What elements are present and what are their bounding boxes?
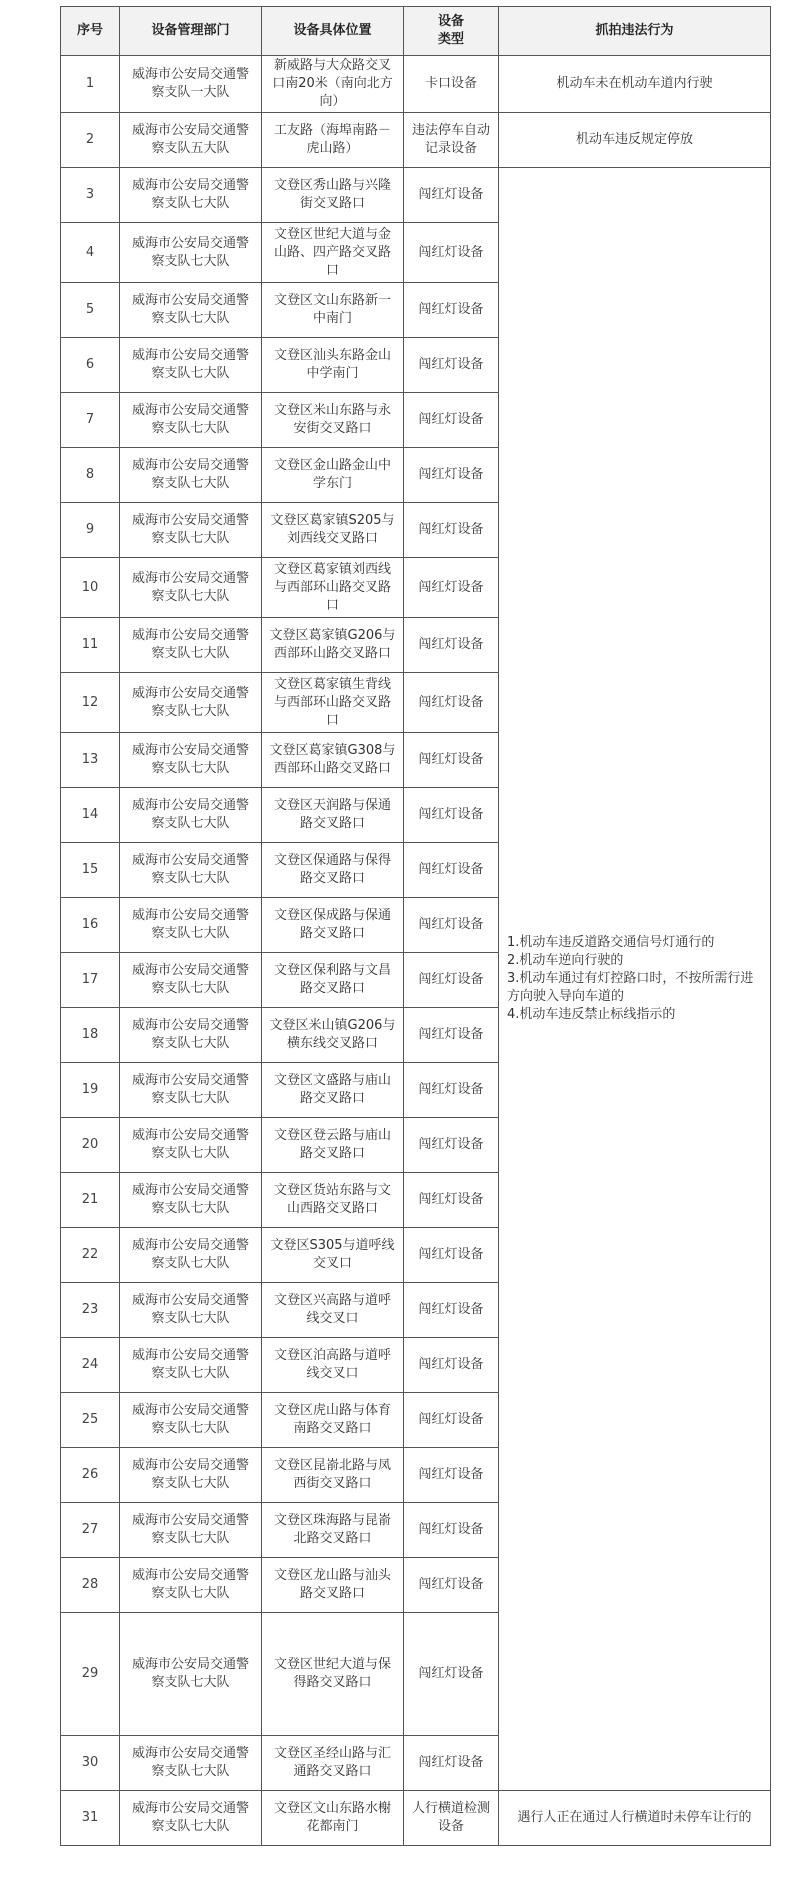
cell-type: 闯红灯设备	[404, 1118, 499, 1173]
cell-type: 闯红灯设备	[404, 1736, 499, 1791]
cell-type: 闯红灯设备	[404, 503, 499, 558]
cell-no: 5	[61, 283, 120, 338]
cell-type: 闯红灯设备	[404, 733, 499, 788]
cell-dept: 威海市公安局交通警察支队七大队	[120, 558, 262, 618]
cell-dept: 威海市公安局交通警察支队七大队	[120, 1791, 262, 1846]
cell-type: 闯红灯设备	[404, 843, 499, 898]
cell-dept: 威海市公安局交通警察支队七大队	[120, 1503, 262, 1558]
cell-no: 20	[61, 1118, 120, 1173]
cell-location: 文登区文山东路水榭花都南门	[262, 1791, 404, 1846]
cell-type: 人行横道检测设备	[404, 1791, 499, 1846]
cell-type: 卡口设备	[404, 56, 499, 113]
cell-no: 8	[61, 448, 120, 503]
cell-no: 9	[61, 503, 120, 558]
cell-dept: 威海市公安局交通警察支队七大队	[120, 1283, 262, 1338]
cell-no: 7	[61, 393, 120, 448]
cell-dept: 威海市公安局交通警察支队七大队	[120, 618, 262, 673]
cell-no: 23	[61, 1283, 120, 1338]
cell-no: 14	[61, 788, 120, 843]
cell-type: 闯红灯设备	[404, 1338, 499, 1393]
cell-type: 闯红灯设备	[404, 558, 499, 618]
cell-type: 闯红灯设备	[404, 448, 499, 503]
cell-no: 16	[61, 898, 120, 953]
cell-no: 4	[61, 223, 120, 283]
cell-behavior: 机动车未在机动车道内行驶	[499, 56, 771, 113]
cell-no: 21	[61, 1173, 120, 1228]
cell-dept: 威海市公安局交通警察支队七大队	[120, 1393, 262, 1448]
cell-location: 工友路（海埠南路－虎山路）	[262, 113, 404, 168]
header-behavior: 抓拍违法行为	[499, 7, 771, 56]
cell-no: 25	[61, 1393, 120, 1448]
device-table	[60, 6, 771, 1846]
cell-location: 文登区保通路与保得路交叉路口	[262, 843, 404, 898]
behavior-item: 2.机动车逆向行驶的	[507, 953, 624, 968]
cell-dept: 威海市公安局交通警察支队七大队	[120, 168, 262, 223]
table-container	[60, 6, 771, 1846]
cell-dept: 威海市公安局交通警察支队七大队	[120, 673, 262, 733]
cell-no: 22	[61, 1228, 120, 1283]
cell-no: 26	[61, 1448, 120, 1503]
cell-dept: 威海市公安局交通警察支队七大队	[120, 393, 262, 448]
cell-type: 闯红灯设备	[404, 673, 499, 733]
table-row	[61, 113, 771, 168]
cell-no: 31	[61, 1791, 120, 1846]
cell-no: 13	[61, 733, 120, 788]
cell-location: 文登区龙山路与汕头路交叉路口	[262, 1558, 404, 1613]
cell-no: 2	[61, 113, 120, 168]
cell-dept: 威海市公安局交通警察支队七大队	[120, 503, 262, 558]
cell-type: 闯红灯设备	[404, 1393, 499, 1448]
cell-no: 1	[61, 56, 120, 113]
cell-location: 文登区虎山路与体育南路交叉路口	[262, 1393, 404, 1448]
cell-location: 文登区葛家镇G308与西部环山路交叉路口	[262, 733, 404, 788]
cell-location: 文登区圣经山路与汇通路交叉路口	[262, 1736, 404, 1791]
cell-dept: 威海市公安局交通警察支队七大队	[120, 1338, 262, 1393]
cell-location: 文登区世纪大道与金山路、四产路交叉路口	[262, 223, 404, 283]
cell-dept: 威海市公安局交通警察支队七大队	[120, 788, 262, 843]
cell-dept: 威海市公安局交通警察支队七大队	[120, 1613, 262, 1736]
cell-dept: 威海市公安局交通警察支队七大队	[120, 1558, 262, 1613]
cell-dept: 威海市公安局交通警察支队七大队	[120, 1173, 262, 1228]
cell-location: 文登区登云路与庙山路交叉路口	[262, 1118, 404, 1173]
cell-dept: 威海市公安局交通警察支队七大队	[120, 898, 262, 953]
table-row	[61, 168, 771, 223]
cell-behavior: 机动车违反规定停放	[499, 113, 771, 168]
cell-type: 闯红灯设备	[404, 223, 499, 283]
cell-no: 12	[61, 673, 120, 733]
cell-type: 违法停车自动记录设备	[404, 113, 499, 168]
cell-location: 文登区金山路金山中学东门	[262, 448, 404, 503]
cell-location: 文登区葛家镇G206与西部环山路交叉路口	[262, 618, 404, 673]
cell-location: 文登区汕头东路金山中学南门	[262, 338, 404, 393]
cell-no: 19	[61, 1063, 120, 1118]
cell-no: 29	[61, 1613, 120, 1736]
cell-location: 文登区货站东路与文山西路交叉路口	[262, 1173, 404, 1228]
cell-dept: 威海市公安局交通警察支队七大队	[120, 1228, 262, 1283]
cell-type: 闯红灯设备	[404, 898, 499, 953]
cell-dept: 威海市公安局交通警察支队七大队	[120, 1118, 262, 1173]
cell-location: 文登区泊高路与道呼线交叉口	[262, 1338, 404, 1393]
cell-type: 闯红灯设备	[404, 1503, 499, 1558]
cell-type: 闯红灯设备	[404, 1613, 499, 1736]
cell-dept: 威海市公安局交通警察支队一大队	[120, 56, 262, 113]
cell-location: 文登区米山东路与永安街交叉路口	[262, 393, 404, 448]
cell-location: 文登区葛家镇生背线与西部环山路交叉路口	[262, 673, 404, 733]
cell-no: 3	[61, 168, 120, 223]
cell-type: 闯红灯设备	[404, 788, 499, 843]
table-row	[61, 1791, 771, 1846]
cell-type: 闯红灯设备	[404, 1283, 499, 1338]
cell-location: 文登区世纪大道与保得路交叉路口	[262, 1613, 404, 1736]
cell-type: 闯红灯设备	[404, 1008, 499, 1063]
cell-dept: 威海市公安局交通警察支队七大队	[120, 1736, 262, 1791]
header-dept: 设备管理部门	[120, 7, 262, 56]
cell-type: 闯红灯设备	[404, 338, 499, 393]
cell-dept: 威海市公安局交通警察支队七大队	[120, 843, 262, 898]
cell-no: 11	[61, 618, 120, 673]
cell-no: 18	[61, 1008, 120, 1063]
behavior-item: 1.机动车违反道路交通信号灯通行的	[507, 935, 715, 950]
cell-no: 15	[61, 843, 120, 898]
cell-behavior: 遇行人正在通过人行横道时未停车让行的	[499, 1791, 771, 1846]
cell-type: 闯红灯设备	[404, 1228, 499, 1283]
cell-location: 文登区S305与道呼线交叉口	[262, 1228, 404, 1283]
cell-dept: 威海市公安局交通警察支队五大队	[120, 113, 262, 168]
cell-no: 28	[61, 1558, 120, 1613]
cell-dept: 威海市公安局交通警察支队七大队	[120, 338, 262, 393]
cell-location: 文登区葛家镇刘西线与西部环山路交叉路口	[262, 558, 404, 618]
cell-dept: 威海市公安局交通警察支队七大队	[120, 1063, 262, 1118]
cell-dept: 威海市公安局交通警察支队七大队	[120, 283, 262, 338]
cell-location: 文登区文盛路与庙山路交叉路口	[262, 1063, 404, 1118]
cell-dept: 威海市公安局交通警察支队七大队	[120, 733, 262, 788]
cell-dept: 威海市公安局交通警察支队七大队	[120, 223, 262, 283]
cell-no: 6	[61, 338, 120, 393]
cell-location: 文登区保成路与保通路交叉路口	[262, 898, 404, 953]
cell-location: 文登区天润路与保通路交叉路口	[262, 788, 404, 843]
cell-no: 10	[61, 558, 120, 618]
header-no: 序号	[61, 7, 120, 56]
cell-no: 24	[61, 1338, 120, 1393]
cell-type: 闯红灯设备	[404, 168, 499, 223]
cell-dept: 威海市公安局交通警察支队七大队	[120, 448, 262, 503]
cell-location: 文登区保利路与文昌路交叉路口	[262, 953, 404, 1008]
cell-location: 文登区文山东路新一中南门	[262, 283, 404, 338]
cell-dept: 威海市公安局交通警察支队七大队	[120, 1008, 262, 1063]
cell-type: 闯红灯设备	[404, 1173, 499, 1228]
cell-location: 文登区珠海路与昆嵛北路交叉路口	[262, 1503, 404, 1558]
header-location: 设备具体位置	[262, 7, 404, 56]
cell-behavior-group	[499, 168, 771, 1791]
cell-type: 闯红灯设备	[404, 1448, 499, 1503]
table-row	[61, 56, 771, 113]
behavior-item: 3.机动车通过有灯控路口时，不按所需行进方向驶入导向车道的	[507, 971, 754, 1004]
cell-no: 27	[61, 1503, 120, 1558]
cell-no: 17	[61, 953, 120, 1008]
cell-location: 文登区兴高路与道呼线交叉口	[262, 1283, 404, 1338]
cell-dept: 威海市公安局交通警察支队七大队	[120, 953, 262, 1008]
cell-no: 30	[61, 1736, 120, 1791]
table-header-row	[61, 7, 771, 56]
cell-type: 闯红灯设备	[404, 953, 499, 1008]
cell-type: 闯红灯设备	[404, 1558, 499, 1613]
cell-type: 闯红灯设备	[404, 393, 499, 448]
cell-location: 文登区昆嵛北路与凤西街交叉路口	[262, 1448, 404, 1503]
cell-type: 闯红灯设备	[404, 1063, 499, 1118]
behavior-item: 4.机动车违反禁止标线指示的	[507, 1007, 676, 1022]
header-type: 设备 类型	[404, 7, 499, 56]
cell-dept: 威海市公安局交通警察支队七大队	[120, 1448, 262, 1503]
cell-location: 文登区秀山路与兴隆街交叉路口	[262, 168, 404, 223]
cell-location: 文登区米山镇G206与横东线交叉路口	[262, 1008, 404, 1063]
cell-location: 新威路与大众路交叉口南20米（南向北方向）	[262, 56, 404, 113]
cell-type: 闯红灯设备	[404, 283, 499, 338]
cell-type: 闯红灯设备	[404, 618, 499, 673]
cell-location: 文登区葛家镇S205与刘西线交叉路口	[262, 503, 404, 558]
